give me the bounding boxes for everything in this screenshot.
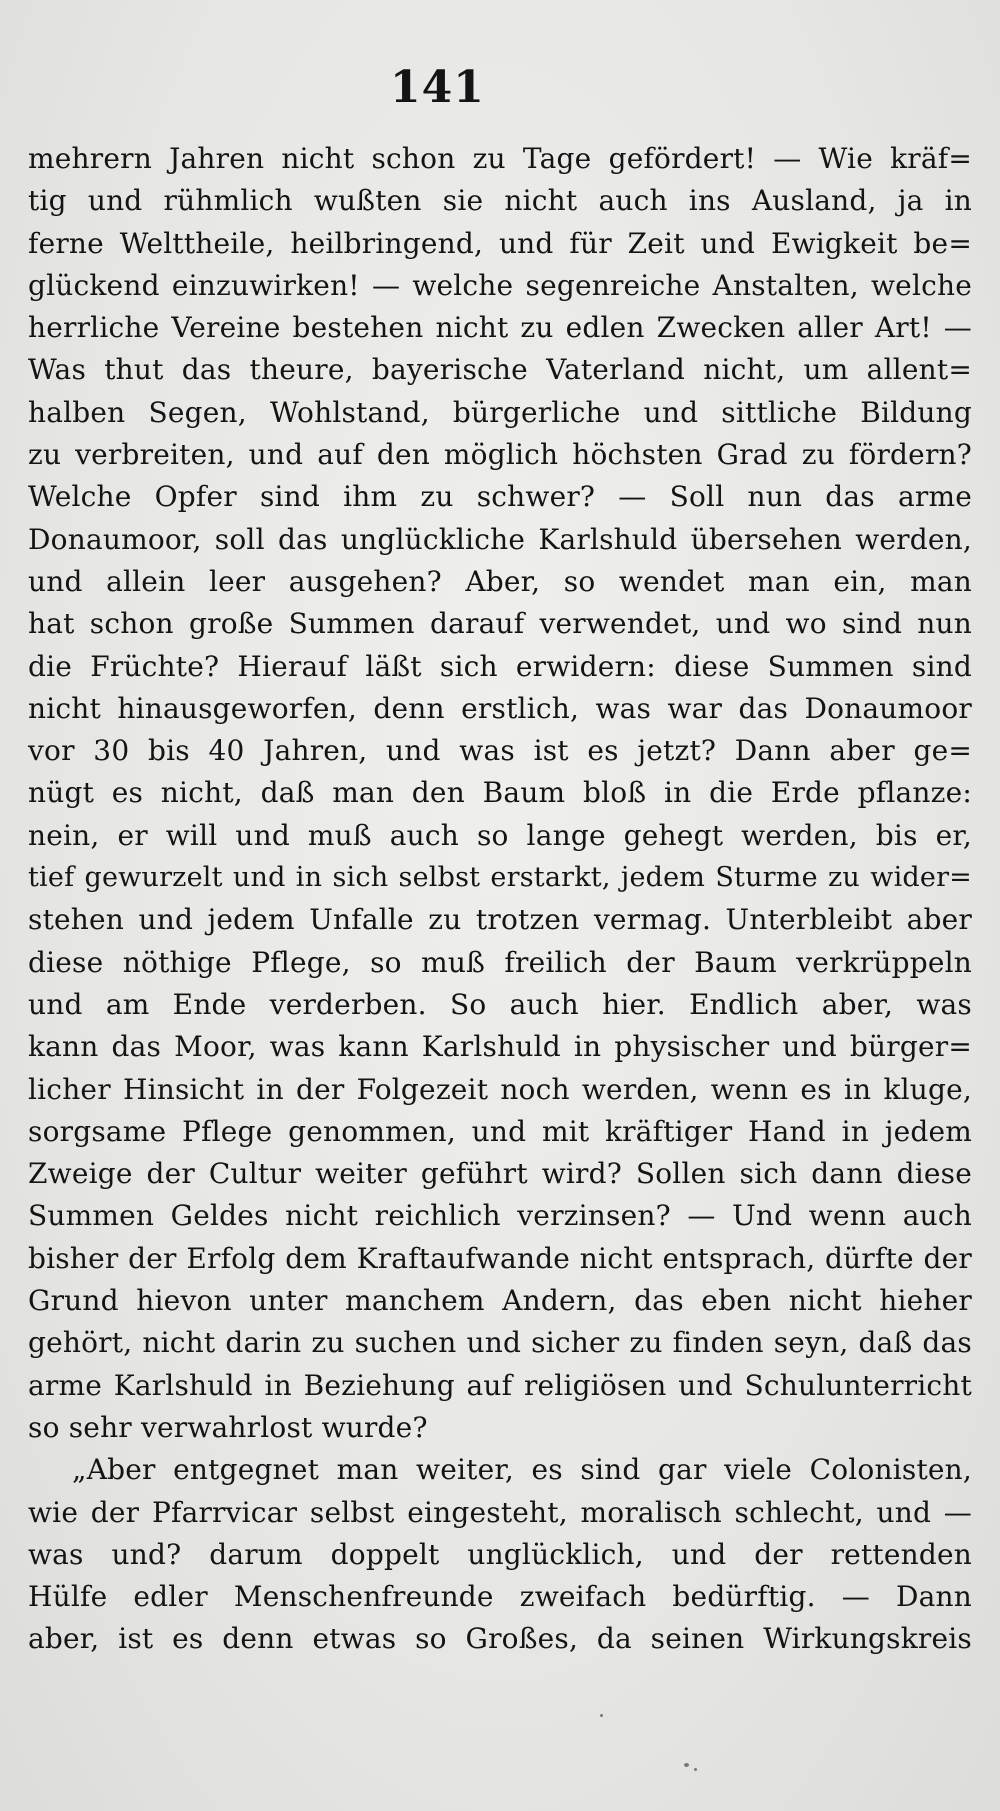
text-line: bisher der Erfolg dem Kraftaufwande nicht entsprach, dürfte der	[28, 1241, 972, 1275]
text-line: Zweige der Cultur weiter geführt wird? Sollen sich dann diese	[28, 1157, 972, 1191]
text-line: stehen und jedem Unfalle zu trotzen vermag. Unterbleibt aber	[28, 903, 972, 937]
text-line: wie der Pfarrvicar selbst eingesteht, moralisch schlecht, und —	[28, 1495, 972, 1529]
text-line: sorgsame Pflege genommen, und mit kräftiger Hand in jedem	[28, 1114, 972, 1148]
paper-speck	[600, 1714, 603, 1717]
text-line: ferne Welttheile, heilbringend, und für Zeit und Ewigkeit be=	[28, 226, 972, 260]
text-line: Summen Geldes nicht reichlich verzinsen? — Und wenn auch	[28, 1199, 972, 1233]
text-line-paragraph-end: so sehr verwahrlost wurde?	[28, 1410, 428, 1444]
text-line: hat schon große Summen darauf verwendet, und wo sind nun	[28, 607, 972, 641]
text-line: nügt es nicht, daß man den Baum bloß in die Erde pflanze:	[28, 776, 972, 810]
text-line: halben Segen, Wohlstand, bürgerliche und sittliche Bildung	[28, 395, 972, 429]
text-line: die Früchte? Hierauf läßt sich erwidern: diese Summen sind	[28, 649, 972, 683]
text-line: tief gewurzelt und in sich selbst erstarkt, jedem Sturme zu wider=	[28, 862, 972, 894]
text-line: nein, er will und muß auch so lange gehegt werden, bis er,	[28, 818, 972, 852]
paper-speck	[694, 1768, 697, 1771]
text-line: was und? darum doppelt unglücklich, und der rettenden	[28, 1537, 972, 1571]
text-line: Hülfe edler Menschenfreunde zweifach bedürftig. — Dann	[28, 1580, 972, 1614]
text-line: vor 30 bis 40 Jahren, und was ist es jetzt? Dann aber ge=	[28, 734, 972, 768]
text-line: kann das Moor, was kann Karlshuld in physischer und bürger=	[28, 1030, 972, 1064]
text-line: herrliche Vereine bestehen nicht zu edlen Zwecken aller Art! —	[28, 311, 972, 345]
text-line: und allein leer ausgehen? Aber, so wendet man ein, man	[28, 564, 972, 598]
text-line: arme Karlshuld in Beziehung auf religiösen und Schulunterricht	[28, 1368, 972, 1402]
text-line: tig und rühmlich wußten sie nicht auch ins Ausland, ja in	[28, 184, 972, 218]
text-line: glückend einzuwirken! — welche segenreiche Anstalten, welche	[28, 268, 972, 302]
text-line: zu verbreiten, und auf den möglich höchsten Grad zu fördern?	[28, 438, 972, 472]
text-line: Welche Opfer sind ihm zu schwer? — Soll nun das arme	[28, 480, 972, 514]
text-line: Grund hievon unter manchem Andern, das eben nicht hieher	[28, 1284, 972, 1318]
text-line: Was thut das theure, bayerische Vaterland nicht, um allent=	[28, 353, 972, 387]
text-line: diese nöthige Pflege, so muß freilich der Baum verkrüppeln	[28, 945, 972, 979]
page-number: 141	[390, 62, 485, 113]
body-text	[28, 138, 972, 1661]
text-line: gehört, nicht darin zu suchen und sicher zu finden seyn, daß das	[28, 1326, 972, 1360]
text-line: nicht hinausgeworfen, denn erstlich, was war das Donaumoor	[28, 691, 972, 725]
text-line: licher Hinsicht in der Folgezeit noch werden, wenn es in kluge,	[28, 1072, 972, 1106]
paper-speck	[684, 1763, 689, 1767]
text-line: und am Ende verderben. So auch hier. Endlich aber, was	[28, 987, 972, 1021]
text-line: Donaumoor, soll das unglückliche Karlshuld übersehen werden,	[28, 522, 972, 556]
text-line-paragraph-start: „Aber entgegnet man weiter, es sind gar viele Colonisten,	[72, 1453, 972, 1487]
text-line: mehrern Jahren nicht schon zu Tage gefördert! — Wie kräf=	[28, 142, 972, 175]
text-line: aber, ist es denn etwas so Großes, da seinen Wirkungskreis	[28, 1622, 972, 1656]
